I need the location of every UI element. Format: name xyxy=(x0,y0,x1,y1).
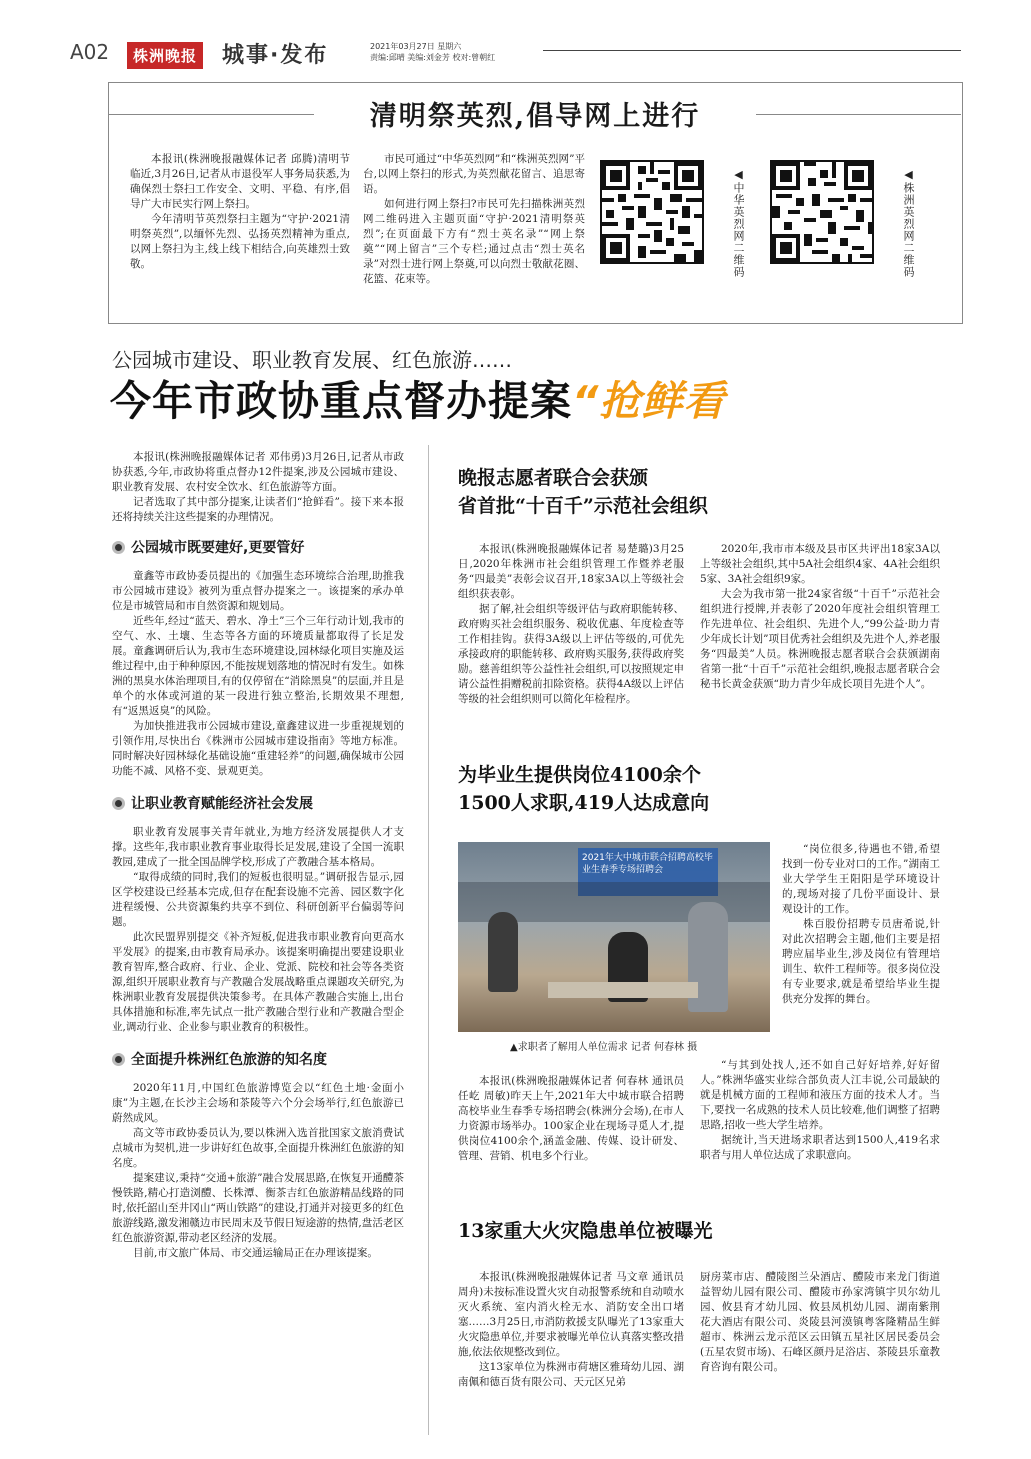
lead-headline-wrap xyxy=(110,368,725,427)
paragraph: 近些年,经过“蓝天、碧水、净土”三个三年行动计划,我市的空气、水、土壤、生态等各方面的环境质量都取得了长足发展。童鑫调研后认为,我市生态环境建设,园林绿化项目实施及运维过程中,由于种种原因,不能按规划落地的情况时有发生。如株洲的黑臭水体治理项目,有的仅停留在“消除黑臭”的层面,并且是单个的水体或河道的某一段进行独立整治,长期效果不理想,有“返黑返臭”的风险。 xyxy=(112,615,404,717)
qr1-label: ◀中华英烈网二维码 xyxy=(732,168,745,278)
paragraph: 据了解,社会组织等级评估与政府职能转移、政府购买社会组织服务、税收优惠、年度检查等工作相挂钩。获得3A级以上评估等级的,可优先承接政府的职能转移、政府购买服务,获得政府奖励。慈善组织等公益性社会组织,可以按照规定申请公益性捐赠税前扣除资格。获得4A级以上评估等级的社会组织则可以简化年检程序。 xyxy=(458,603,684,705)
paragraph: 本报讯(株洲晚报融媒体记者 何春林 通讯员 任屹 周敏)昨天上午,2021年大中城市联合招聘高校毕业生春季专场招聘会(株洲分会场),在市人力资源市场举办。100家企业在现场寻觅人才,提供岗位4100余个,涵盖金融、传媒、设计研发、管理、营销、机电多个行业。 xyxy=(458,1075,684,1162)
bullet-circle-icon xyxy=(112,541,125,554)
paragraph: 据统计,当天进场求职者达到1500人,419名求职者与用人单位达成了求职意向。 xyxy=(700,1134,940,1161)
subhead-text: 全面提升株洲红色旅游的知名度 xyxy=(131,1052,327,1068)
job-fair-photo xyxy=(458,842,770,1032)
jobs-title-2: 1500人求职,419人达成意向 xyxy=(458,792,710,814)
paragraph: 高文等市政协委员认为,要以株洲入选首批国家文旅消费试点城市为契机,进一步讲好红色故事,全面提升株洲红色旅游的知名度。 xyxy=(112,1127,404,1169)
paragraph: 本报讯(株洲晚报融媒体记者 邓伟勇)3月26日,记者从市政协获悉,今年,市政协将重点督办12件提案,涉及公园城市建设、职业教育发展、农村安全饮水、红色旅游等方面。 xyxy=(112,451,404,493)
paragraph: 今年清明节英烈祭扫主题为“守护·2021清明祭英烈”,以缅怀先烈、弘扬英烈精神为重点,以网上祭扫为主,线上线下相结合,向英雄烈士致敬。 xyxy=(130,213,350,270)
jobs-bottom-col2 xyxy=(700,1058,940,1163)
volunteer-col1 xyxy=(458,542,684,707)
qingming-col1 xyxy=(130,152,350,272)
paragraph: 大会为我市第一批24家省级“十百千”示范社会组织进行授牌,并表彰了2020年度社会组织管理工作先进单位、社会组织、先进个人,“99公益·助力青少年成长计划”项目优秀社会组织及先进个人,养老服务“四最美”人员。株洲晚报志愿者联合会获颁湖南省第一批“十百千”示范社会组织,晚报志愿者联合会秘书长黄金获颁“助力青少年成长项目先进个人”。 xyxy=(700,588,940,690)
volunteer-col2 xyxy=(700,542,940,692)
photo-person xyxy=(488,912,518,992)
paragraph: 2020年,我市市本级及县市区共评出18家3A以上等级社会组织,其中5A社会组织4家、4A社会组织5家、3A社会组织9家。 xyxy=(700,543,940,585)
qr-code-zhonghua[interactable] xyxy=(600,160,704,264)
volunteer-title-2: 省首批“十百千”示范社会组织 xyxy=(458,495,708,517)
paragraph: 如何进行网上祭扫?市民可先扫描株洲英烈网二维码进入主题页面“守护·2021清明祭英烈”;在页面最下方有“烈士英名录”“网上祭奠”“网上留言”三个专栏;通过点击“烈士英名录”对烈士进行网上祭奠,可以向烈士敬献花圈、花篮、花束等。 xyxy=(363,198,585,285)
paragraph: “取得成绩的同时,我们的短板也很明显。”调研报告显示,园区学校建设已经基本完成,但存在配套设施不完善、园区数字化进程缓慢、公共资源集约共享不到位、科研创新平台偏弱等问题。 xyxy=(112,871,404,928)
paragraph: “与其到处找人,还不如自己好好培养,好好留人。”株洲华盛实业综合部负责人江丰说,公司最缺的就是机械方面的工程师和液压方面的技术人才。当下,要找一名成熟的技术人员比较难,他们调整了招聘思路,招收一些大学生培养。 xyxy=(700,1059,940,1131)
qingming-title: 清明祭英烈,倡导网上进行 xyxy=(320,94,750,133)
paragraph: 此次民盟界别提交《补齐短板,促进我市职业教育向更高水平发展》的提案,由市教育局承办。该提案明确提出要建设职业教育智库,整合政府、行业、企业、党派、院校和社会等各类资源,组织开展职业教育与产教融合发展战略重点课题攻关研究,为株洲职业教育发展提供决策参考。在具体产教融合实施上,出台具体措施和标准,率先试点一批产教融合型行业和产教融合型企业,调动行业、企业参与职业教育的积极性。 xyxy=(112,931,404,1033)
paragraph: 童鑫等市政协委员提出的《加强生态环境综合治理,助推我市公园城市建设》被列为重点督办提案之一。该提案的承办单位是市城管局和市自然资源和规划局。 xyxy=(112,570,404,612)
subhead-park-city xyxy=(112,537,404,557)
paragraph: 厨房菜市店、醴陵图兰朵酒店、醴陵市来龙门街道益智幼儿园有限公司、醴陵市孙家湾镇宇贝尔幼儿园、攸县育才幼儿园、攸县凤机幼儿园、湖南紫荆花大酒店有限公司、炎陵县河漠镇粤客隆精品生鲜超市、株洲云龙示范区云田镇五星社区居民委员会(五星农贸市场)、石峰区颜丹足浴店、茶陵县乐童教育咨询有限公司。 xyxy=(700,1271,940,1373)
subhead-vocational xyxy=(112,793,404,813)
bullet-circle-icon xyxy=(112,797,125,810)
page-number: A02 xyxy=(70,40,110,64)
staff-line: 责编:邱晴 美编:刘金芳 校对:曾朝红 xyxy=(370,53,496,62)
lead-headline-accent: “抢鲜看 xyxy=(572,377,726,425)
jobs-title-1: 为毕业生提供岗位4100余个 xyxy=(458,764,701,786)
paragraph: “岗位很多,待遇也不错,希望找到一份专业对口的工作。”湖南工业大学学生王阳阳是学环境设计的,现场对接了几份平面设计、景观设计的工作。 xyxy=(782,843,940,915)
paragraph: 目前,市文旅广体局、市交通运输局正在办理该提案。 xyxy=(133,1247,378,1259)
photo-caption: ▲求职者了解用人单位需求 记者 何春林 摄 xyxy=(510,1042,698,1053)
paragraph: 记者选取了其中部分提案,让读者们“抢鲜看”。接下来本报还将持续关注这些提案的办理情况。 xyxy=(112,496,404,523)
jobs-bottom-col1 xyxy=(458,1074,684,1164)
photo-banner-text: 2021年大中城市联合招聘高校毕业生春季专场招聘会 xyxy=(582,853,713,875)
paragraph: 本报讯(株洲晚报融媒体记者 马文章 通讯员 周舟)未按标准设置火灾自动报警系统和自动喷水灭火系统、室内消火栓无水、消防安全出口堵塞……3月25日,市消防救援支队曝光了13家重大火灾隐患单位,并要求被曝光单位认真落实整改措施,依法依规整改到位。 xyxy=(458,1271,684,1358)
date-line: 2021年03月27日 星期六 xyxy=(370,42,462,51)
left-article xyxy=(112,450,404,1261)
newspaper-logo: 株洲晚报 xyxy=(127,42,203,69)
jobs-right-col xyxy=(782,842,940,1007)
photo-table xyxy=(548,982,698,998)
fire-col1 xyxy=(458,1270,684,1390)
fire-title: 13家重大火灾隐患单位被曝光 xyxy=(458,1220,713,1242)
qr2-label: ◀株洲英烈网二维码 xyxy=(902,168,915,278)
qingming-col2 xyxy=(363,152,585,287)
subhead-red-tourism xyxy=(112,1049,404,1069)
qr-code-zhuzhou[interactable] xyxy=(770,160,874,264)
lead-kicker: 公园城市建设、职业教育发展、红色旅游…… xyxy=(112,348,512,372)
masthead-rule xyxy=(543,50,961,51)
paragraph: 职业教育发展事关青年就业,为地方经济发展提供人才支撑。这些年,我市职业教育事业取得长足发展,建设了全国一流职教园,建成了一批全国品牌学校,形成了产教融合基本格局。 xyxy=(112,826,404,868)
paragraph: 本报讯(株洲晚报融媒体记者 易楚璐)3月25日,2020年株洲市社会组织管理工作暨养老服务“四最美”表彰会议召开,18家3A以上等级社会组织获表彰。 xyxy=(458,543,684,600)
title-rule-left xyxy=(108,114,314,115)
lead-headline: 今年市政协重点督办提案 xyxy=(110,377,572,425)
paragraph: 这13家单位为株洲市荷塘区雅琦幼儿园、湖南佩和德百货有限公司、天元区兄弟 xyxy=(458,1361,684,1388)
column-divider xyxy=(428,445,429,1435)
bullet-circle-icon xyxy=(112,1053,125,1066)
section-title: 城事·发布 xyxy=(222,43,329,68)
paragraph: 提案建议,秉持“交通+旅游”融合发展思路,在恢复开通醴茶慢铁路,精心打造浏醴、长株潭、衡茶吉红色旅游精品线路的同时,依托韶山至井冈山“两山铁路”的建设,打通并对接更多的红色旅游线路,激发湘赣边市民周末及节假日短途游的热情,盘活老区红色旅游资源,带动老区经济的发展。 xyxy=(112,1172,404,1244)
paragraph: 本报讯(株洲晚报融媒体记者 邱腾)清明节临近,3月26日,记者从市退役军人事务局获悉,为确保烈士祭扫工作安全、文明、平稳、有序,倡导广大市民实行网上祭扫。 xyxy=(130,153,350,210)
subhead-text: 让职业教育赋能经济社会发展 xyxy=(131,796,313,812)
paragraph: 为加快推进我市公园城市建设,童鑫建议进一步重视规划的引领作用,尽快出台《株洲市公园城市建设指南》等地方标准。同时解决好园林绿化基础设施“重建轻养”的问题,确保城市公园功能不减、风格不变、景观更美。 xyxy=(112,720,404,777)
paragraph: 2020年11月,中国红色旅游博览会以“红色土地·金面小康”为主题,在长沙主会场和茶陵等六个分会场举行,红色旅游已蔚然成风。 xyxy=(112,1082,404,1124)
volunteer-title-1: 晚报志愿者联合会获颁 xyxy=(458,467,649,489)
subhead-text: 公园城市既要建好,更要管好 xyxy=(131,540,305,556)
fire-col2 xyxy=(700,1270,940,1375)
paragraph: 株百股份招聘专员唐希说,针对此次招聘会主题,他们主要是招聘应届毕业生,涉及岗位有管理培训生、软件工程师等。很多岗位没有专业要求,就是希望给毕业生提供充分发挥的舞台。 xyxy=(782,918,940,1005)
paragraph: 市民可通过“中华英烈网”和“株洲英烈网”平台,以网上祭扫的形式,为英烈献花留言、追思寄语。 xyxy=(363,153,585,195)
title-rule-right xyxy=(756,114,961,115)
